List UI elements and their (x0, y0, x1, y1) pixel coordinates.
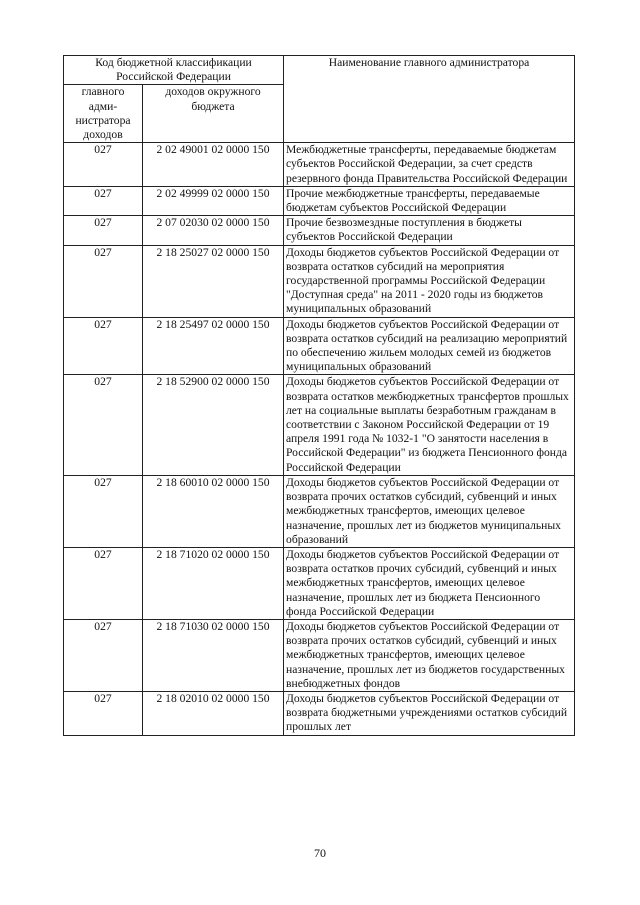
income-code-cell: 2 07 02030 02 0000 150 (143, 216, 284, 245)
admin-code-cell: 027 (64, 245, 143, 317)
admin-code-cell: 027 (64, 186, 143, 215)
admin-code-cell: 027 (64, 216, 143, 245)
page-number: 70 (314, 846, 326, 860)
table-row (64, 547, 575, 619)
budget-classification-table (63, 55, 575, 736)
name-cell: Доходы бюджетов субъектов Российской Федерации от возврата бюджетными учреждениями остатков субсидий прошлых лет (284, 691, 575, 735)
name-cell: Доходы бюджетов субъектов Российской Федерации от возврата остатков субсидий на мероприятия государственной программы Российской Федерации "Доступная среда" на 2011 - 2020 годы из бюджетов муниципальных образований (284, 245, 575, 317)
table-row (64, 475, 575, 547)
table-row (64, 143, 575, 187)
table-row (64, 216, 575, 245)
table-row (64, 186, 575, 215)
header-classification: Код бюджетной классификации Российской Федерации (64, 56, 284, 85)
name-cell: Доходы бюджетов субъектов Российской Федерации от возврата остатков субсидий на реализацию мероприятий по обеспечению жильем молодых семей из бюджетов муниципальных образований (284, 317, 575, 375)
name-cell: Прочие межбюджетные трансферты, передаваемые бюджетам субъектов Российской Федерации (284, 186, 575, 215)
admin-code-cell: 027 (64, 547, 143, 619)
name-cell: Межбюджетные трансферты, передаваемые бюджетам субъектов Российской Федерации, за счет средств резервного фонда Правительства Российской Федерации (284, 143, 575, 187)
admin-code-cell: 027 (64, 475, 143, 547)
income-code-cell: 2 18 25497 02 0000 150 (143, 317, 284, 375)
admin-code-cell: 027 (64, 691, 143, 735)
income-code-cell: 2 02 49001 02 0000 150 (143, 143, 284, 187)
table-row (64, 317, 575, 375)
income-code-cell: 2 18 71020 02 0000 150 (143, 547, 284, 619)
table-row (64, 691, 575, 735)
admin-code-cell: 027 (64, 317, 143, 375)
table-body (64, 143, 575, 735)
table-row (64, 619, 575, 691)
header-admin-name: Наименование главного администратора (284, 56, 575, 143)
income-code-cell: 2 18 60010 02 0000 150 (143, 475, 284, 547)
header-row-group (64, 56, 575, 85)
name-cell: Доходы бюджетов субъектов Российской Федерации от возврата остатков прочих субсидий, субвенций и иных межбюджетных трансфертов, имеющих целевое назначение, прошлых лет из бюджета Пенсионного фонда Российской Федерации (284, 547, 575, 619)
header-income-code: доходов окружного бюджета (143, 85, 284, 143)
admin-code-cell: 027 (64, 619, 143, 691)
income-code-cell: 2 18 02010 02 0000 150 (143, 691, 284, 735)
name-cell: Доходы бюджетов субъектов Российской Федерации от возврата прочих остатков субсидий, субвенций и иных межбюджетных трансфертов, имеющих целевое назначение, прошлых лет из бюджетов муниципальных образований (284, 475, 575, 547)
name-cell: Прочие безвозмездные поступления в бюджеты субъектов Российской Федерации (284, 216, 575, 245)
admin-code-cell: 027 (64, 143, 143, 187)
header-admin-code: главного адми-нистратора доходов (64, 85, 143, 143)
table-row (64, 375, 575, 475)
name-cell: Доходы бюджетов субъектов Российской Федерации от возврата прочих остатков субсидий, субвенций и иных межбюджетных трансфертов, имеющих целевое назначение, прошлых лет из бюджетов государственных внебюджетных фондов (284, 619, 575, 691)
income-code-cell: 2 18 25027 02 0000 150 (143, 245, 284, 317)
income-code-cell: 2 02 49999 02 0000 150 (143, 186, 284, 215)
name-cell: Доходы бюджетов субъектов Российской Федерации от возврата остатков межбюджетных трансфертов прошлых лет на социальные выплаты безработным гражданам в соответствии с Законом Российской Федерации от 19 апреля 1991 года № 1032-1 "О занятости населения в Российской Федерации" из бюджета Пенсионного фонда Российской Федерации (284, 375, 575, 475)
income-code-cell: 2 18 52900 02 0000 150 (143, 375, 284, 475)
income-code-cell: 2 18 71030 02 0000 150 (143, 619, 284, 691)
admin-code-cell: 027 (64, 375, 143, 475)
table-row (64, 245, 575, 317)
